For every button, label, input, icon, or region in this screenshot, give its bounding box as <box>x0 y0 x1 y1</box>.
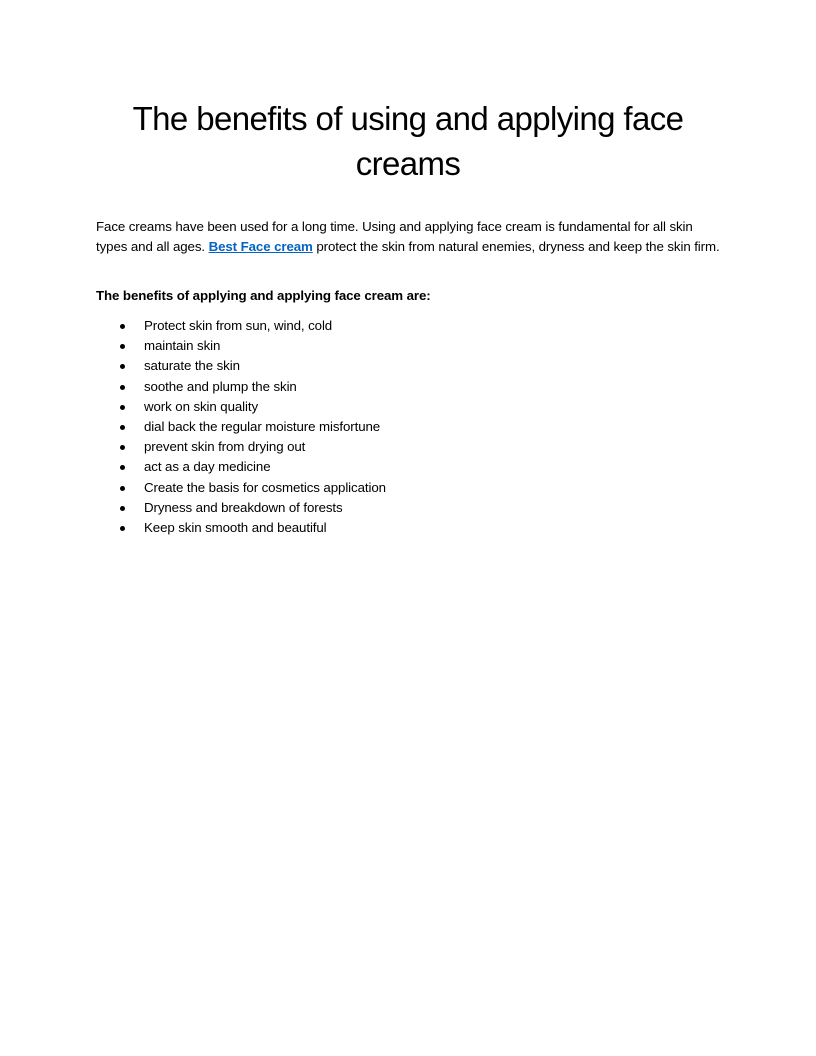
list-item <box>96 478 720 498</box>
list-item <box>96 397 720 417</box>
list-item-text: maintain skin <box>144 338 221 354</box>
list-item <box>96 377 720 397</box>
list-item-text: Dryness and breakdown of forests <box>144 499 343 515</box>
benefits-subheading: The benefits of applying and applying face cream are: <box>96 288 431 303</box>
list-item-text: dial back the regular moisture misfortune <box>144 418 381 434</box>
bullet-icon <box>120 364 125 369</box>
page-title-line-1: The benefits of using and applying face <box>132 100 684 137</box>
intro-paragraph <box>96 217 720 256</box>
page-title <box>96 96 720 186</box>
list-item-text: act as a day medicine <box>144 459 271 475</box>
bullet-icon <box>120 445 125 450</box>
list-item-text: soothe and plump the skin <box>144 378 297 394</box>
list-item <box>96 316 720 336</box>
page-title-line-2: creams <box>355 145 461 182</box>
list-item <box>96 437 720 457</box>
intro-text-after-link: protect the skin from natural enemies, dryness and keep the skin firm. <box>312 238 720 254</box>
intro-text-before-link: Face creams have been used for a long time. Using and applying face cream is fundamental for all skin types and all ages. <box>96 219 693 254</box>
list-item-text: Keep skin smooth and beautiful <box>144 519 327 535</box>
list-item-text: Create the basis for cosmetics application <box>144 479 386 495</box>
list-item-text: Protect skin from sun, wind, cold <box>144 318 333 333</box>
bullet-icon <box>120 425 125 430</box>
bullet-icon <box>120 344 125 349</box>
benefits-list <box>96 316 720 538</box>
best-face-cream-link[interactable]: Best Face cream <box>208 238 313 254</box>
list-item <box>96 498 720 518</box>
list-item-text: prevent skin from drying out <box>144 439 306 455</box>
list-item <box>96 336 720 356</box>
bullet-icon <box>120 526 125 531</box>
list-item <box>96 457 720 477</box>
list-item-text: saturate the skin <box>144 358 240 374</box>
bullet-icon <box>120 324 125 329</box>
list-item <box>96 518 720 538</box>
bullet-icon <box>120 506 125 511</box>
bullet-icon <box>120 405 125 410</box>
list-item <box>96 417 720 437</box>
bullet-icon <box>120 465 125 470</box>
bullet-icon <box>120 385 125 390</box>
list-item-text: work on skin quality <box>144 398 259 414</box>
bullet-icon <box>120 486 125 491</box>
list-item <box>96 356 720 376</box>
